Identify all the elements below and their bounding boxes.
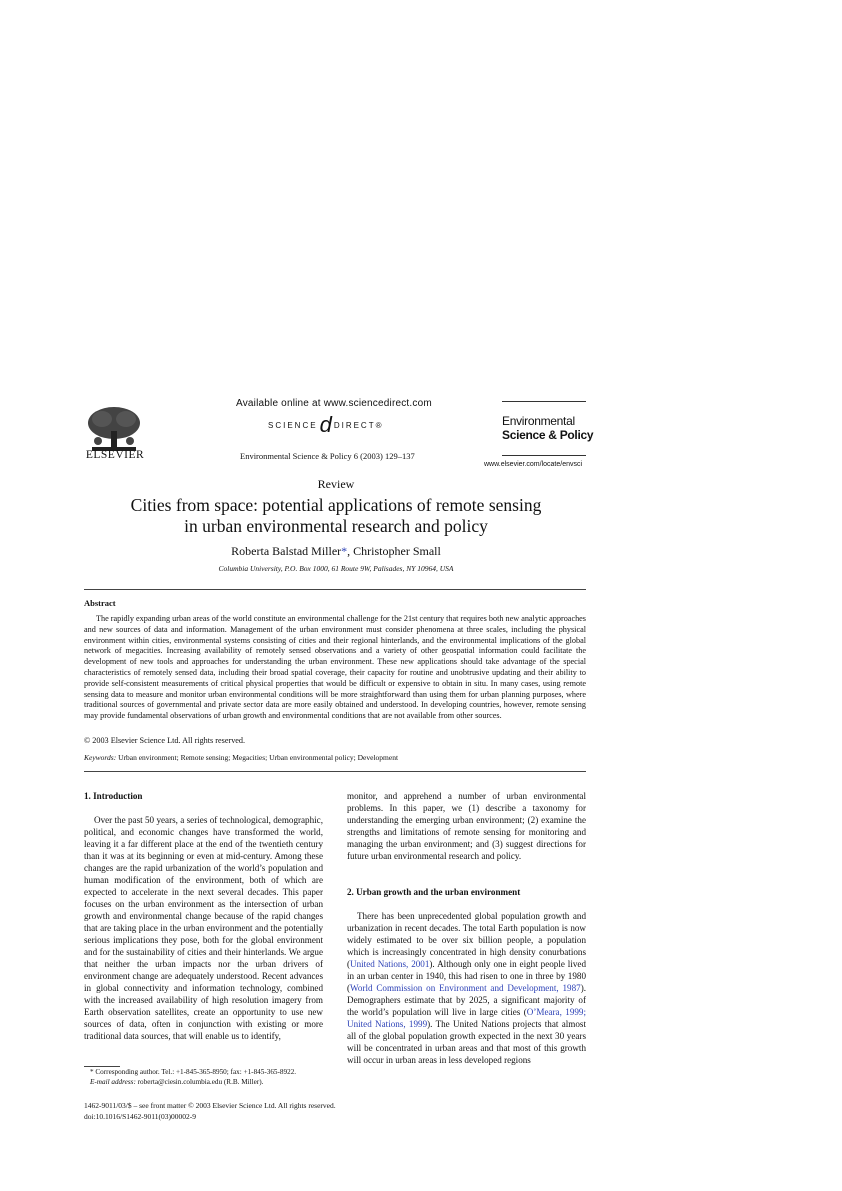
affiliation: Columbia University, P.O. Box 1000, 61 Route 9W, Palisades, NY 10964, USA xyxy=(218,564,454,573)
sd-left-text: SCIENCE xyxy=(268,420,318,430)
journal-name-line1: Environmental xyxy=(502,414,575,428)
authors xyxy=(0,544,672,559)
doi-line: doi:10.1016/S1462-9011(03)00002-9 xyxy=(84,1111,197,1121)
journal-name-line2: Science & Policy xyxy=(502,428,594,442)
section-2-heading: 2. Urban growth and the urban environment xyxy=(347,887,521,897)
title-line1: Cities from space: potential applications of remote sensing xyxy=(130,495,542,515)
section-1-paragraph: Over the past 50 years, a series of technological, demographic, political, and economic changes have transformed the world, leaving it a far different place at the end of the twentieth century than it was at its beginning or even at mid-century. Among these changes are the rapid urbanization of the world’s population and human modification of the environment, both of which are expected to accelerate in the next several decades. This paper focuses on the urban environment as the intersection of urban growth and environmental change because of the rapid changes that are taking place in the urban environment and the potentially serious implications they pose, both for the global environment and for the sustainability of cities and their hinterlands. We argue that neither the urban impacts nor the urban drivers of environment change are adequately understood. Recent advances in global connectivity and information technology, combined with the increased availability of high resolution imagery from Earth observation satellites, create an opportunity to use new sources of data, often in conjunction with existing or more traditional data sources, that will enable us to identify, xyxy=(84,815,323,1041)
author-2: Christopher Small xyxy=(353,544,441,558)
right-column xyxy=(347,790,586,1066)
section-1-heading: 1. Introduction xyxy=(84,791,143,801)
corresponding-author-link[interactable]: * xyxy=(341,544,348,558)
author-separator: , xyxy=(347,544,354,558)
abstract-heading: Abstract xyxy=(84,598,116,608)
abstract-text: The rapidly expanding urban areas of the world constitute an environmental challenge for the 21st century that requires both new analytic approaches and new sources of data and information. Management of the urban environment must consider phenomena at three scales, including the physical environment within cities, environmental systems consisting of cities and their regional hinterlands, and the environmental implications of the global network of megacities. Increasing availability of remotely sensed observations and a variety of other geospatial information could facilitate the development of new tools and approaches for understanding the urban environment. These new applications should take advantage of the special characteristics of remotely sensed data, including their broad spatial coverage, their capacity for routine and unobtrusive updating and their ability to provide self-consistent measurements of critical physical properties that would be difficult or expensive to obtain in situ. In many cases, using remote sensing data to measure and monitor urban environmental conditions will be more straightforward than using them for urban planning purposes, where traditional sources of governmental and private sector data are more easily obtained and understood. In developing countries, however, remote sensing may provide fundamental observations of urban growth and environmental conditions that are not available from other sources. xyxy=(84,614,586,721)
section-2-paragraph xyxy=(347,910,586,1066)
publisher-name: ELSEVIER xyxy=(85,449,145,461)
sd-right-text: DIRECT® xyxy=(333,420,384,430)
footnote xyxy=(84,1067,344,1087)
email-label: E-mail address: xyxy=(90,1078,136,1086)
ref-omeara-un-1999[interactable]: O’Meara, 1999; United Nations, 1999 xyxy=(347,1007,586,1029)
section-2-text-b: ). Although only one in eight people lived in an urban center in 1940, this had risen to one in three by 1980 ( xyxy=(347,959,586,993)
keywords-list: Urban environment; Remote sensing; Megacities; Urban environmental policy; Development xyxy=(116,753,399,762)
section-2-text-c: ). Demographers estimate that by 2025, a significant majority of the world’s population will live in large cities ( xyxy=(347,983,586,1017)
journal-rule-top xyxy=(502,401,586,402)
issn-line: 1462-9011/03/$ – see front matter © 2003 Elsevier Science Ltd. All rights reserved. xyxy=(84,1101,336,1110)
section-1-paragraph-continued: monitor, and apprehend a number of urban environmental problems. In this paper, we (1) describe a taxonomy for understanding the emerging urban environment; (2) examine the strengths and limitations of remote sensing for monitoring and managing the urban environment; and (3) suggest directions for future urban environmental research and policy. xyxy=(347,791,586,861)
ref-united-nations-2001[interactable]: United Nations, 2001 xyxy=(350,959,430,969)
header-divider xyxy=(84,589,586,590)
keywords xyxy=(84,753,398,762)
title-line2: in urban environmental research and policy xyxy=(184,516,488,536)
keywords-label: Keywords: xyxy=(84,753,117,762)
footnote-email xyxy=(84,1077,344,1087)
left-column xyxy=(84,790,323,1042)
sd-at-icon: d xyxy=(319,412,332,437)
journal-citation: Environmental Science & Policy 6 (2003) 129–137 xyxy=(240,451,415,461)
article-type: Review xyxy=(317,477,355,491)
journal-rule-bottom xyxy=(502,455,586,456)
ref-wced-1987[interactable]: World Commission on Environment and Development, 1987 xyxy=(350,983,581,993)
sciencedirect-logo xyxy=(268,414,383,436)
issn-block xyxy=(84,1101,336,1122)
section-2-text-a: There has been unprecedented global population growth and urbanization in recent decades. The total Earth population is now widely estimated to be over six billion people, a population which is increasingly concentrated in high density conurbations ( xyxy=(347,911,586,969)
abstract-copyright: © 2003 Elsevier Science Ltd. All rights reserved. xyxy=(84,736,246,745)
footnote-corresponding-author: * Corresponding author. Tel.: +1-845-365-8950; fax: +1-845-365-8922. xyxy=(90,1068,297,1076)
journal-url: www.elsevier.com/locate/envsci xyxy=(484,461,583,468)
author-1: Roberta Balstad Miller xyxy=(231,544,342,558)
article-title xyxy=(120,495,552,537)
available-online-text: Available online at www.sciencedirect.com xyxy=(236,398,432,409)
abstract-divider xyxy=(84,771,586,772)
email-address: roberta@ciesin.columbia.edu (R.B. Miller). xyxy=(135,1078,264,1086)
section-2-text-d: ). The United Nations projects that almost all of the global population growth expected in the next 30 years will be concentrated in urban areas and that most of this growth will occur in urban areas in less developed regions xyxy=(347,1019,586,1065)
